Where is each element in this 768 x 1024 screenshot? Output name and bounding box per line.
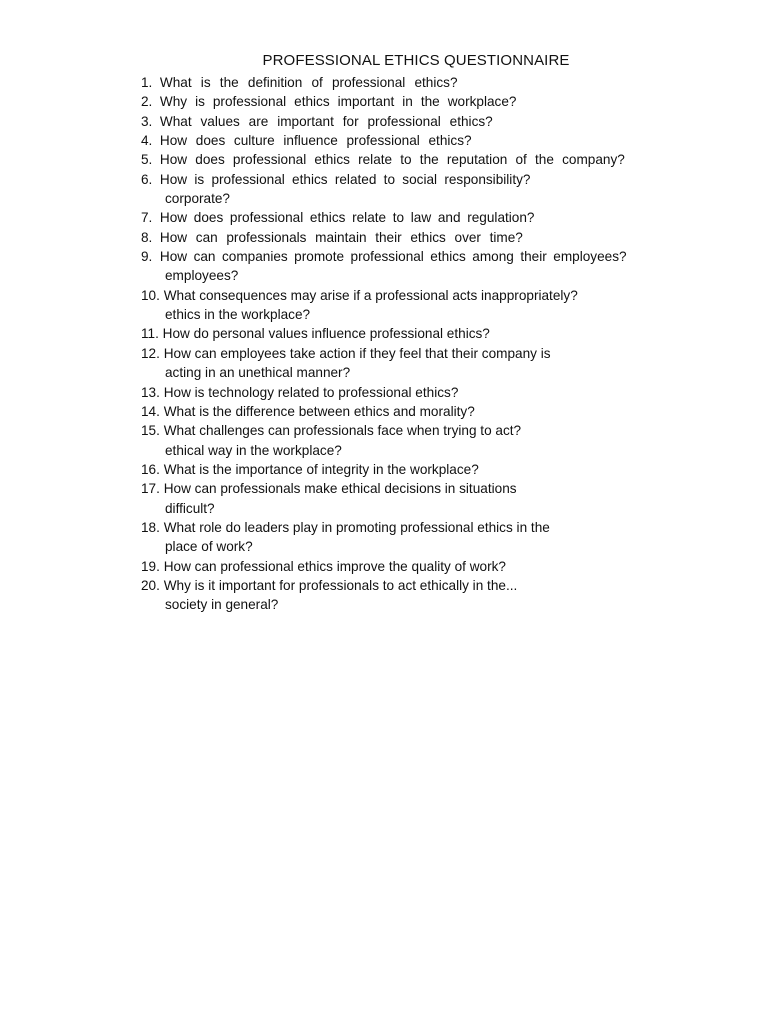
question-number: 13.: [141, 384, 160, 400]
question-number: 14.: [141, 403, 160, 419]
question-text: What role do leaders play in promoting professional ethics in the: [163, 519, 550, 535]
question-text: What is the importance of integrity in the workplace?: [163, 461, 479, 477]
question-number: 6.: [141, 171, 153, 187]
question-text: How can employees take action if they feel that their company is: [163, 345, 551, 361]
question-text: How can professionals maintain their ethics over time?: [159, 229, 523, 245]
question-number: 7.: [141, 210, 153, 226]
question-number: 11.: [141, 326, 159, 342]
question-item: [141, 479, 711, 498]
question-item: [141, 228, 711, 247]
question-item: [141, 131, 711, 150]
question-text: What challenges can professionals face when trying to act?: [163, 423, 522, 439]
question-item: [141, 383, 711, 402]
question-continuation: society in general?: [165, 597, 279, 613]
question-item: [141, 112, 711, 131]
question-number: 12.: [141, 345, 160, 361]
question-text: How does culture influence professional ethics?: [159, 133, 472, 149]
question-number: 5.: [141, 152, 153, 168]
question-item: [141, 247, 711, 266]
question-text: How do personal values influence professional ethics?: [162, 326, 490, 342]
question-item: [141, 286, 711, 305]
question-text: How is technology related to professional ethics?: [163, 384, 459, 400]
question-number: 8.: [141, 229, 153, 245]
question-text: What is the difference between ethics and morality?: [163, 403, 475, 419]
question-continuation: employees?: [165, 268, 239, 284]
question-continuation: ethics in the workplace?: [165, 307, 311, 323]
question-number: 20.: [141, 577, 160, 593]
question-text: How can companies promote professional ethics among their employees?: [159, 249, 627, 265]
question-item: [141, 518, 711, 537]
question-text: Why is it important for professionals to act ethically in the...: [163, 577, 518, 593]
question-text: How can professional ethics improve the quality of work?: [163, 558, 506, 574]
question-continuation: difficult?: [165, 500, 215, 516]
question-continuation: ethical way in the workplace?: [165, 442, 342, 458]
document-title: PROFESSIONAL ETHICS QUESTIONNAIRE: [262, 52, 570, 69]
question-item: [141, 92, 711, 111]
question-text: What values are important for professional ethics?: [159, 113, 493, 129]
question-text: How does professional ethics relate to the reputation of the company?: [159, 152, 625, 168]
question-item: [141, 421, 711, 440]
question-number: 16.: [141, 461, 160, 477]
question-number: 19.: [141, 558, 160, 574]
question-number: 2.: [141, 94, 153, 110]
question-number: 1.: [141, 75, 153, 90]
question-item: [141, 150, 711, 169]
question-number: 15.: [141, 423, 160, 439]
question-text: What consequences may arise if a professional acts inappropriately?: [163, 287, 578, 303]
question-text: How is professional ethics related to social responsibility?: [159, 171, 531, 187]
question-item: [141, 170, 711, 189]
question-item: [141, 208, 711, 227]
question-item: [141, 344, 711, 363]
question-text: How does professional ethics relate to law and regulation?: [159, 210, 535, 226]
question-number: 17.: [141, 481, 160, 497]
question-item: [141, 557, 711, 576]
question-item: [141, 460, 711, 479]
question-number: 10.: [141, 287, 160, 303]
question-item: [141, 324, 711, 343]
question-item: [141, 402, 711, 421]
question-number: 18.: [141, 519, 160, 535]
question-continuation: corporate?: [165, 191, 230, 207]
question-number: 3.: [141, 113, 153, 129]
question-number: 9.: [141, 249, 153, 265]
question-list: [141, 73, 711, 615]
question-item: [141, 73, 711, 92]
question-text: What is the definition of professional ethics?: [159, 75, 458, 90]
question-item: [141, 576, 711, 595]
question-continuation: acting in an unethical manner?: [165, 365, 351, 381]
question-text: Why is professional ethics important in the workplace?: [159, 94, 517, 110]
question-text: How can professionals make ethical decisions in situations: [163, 481, 517, 497]
question-continuation: place of work?: [165, 539, 253, 555]
question-number: 4.: [141, 133, 153, 149]
